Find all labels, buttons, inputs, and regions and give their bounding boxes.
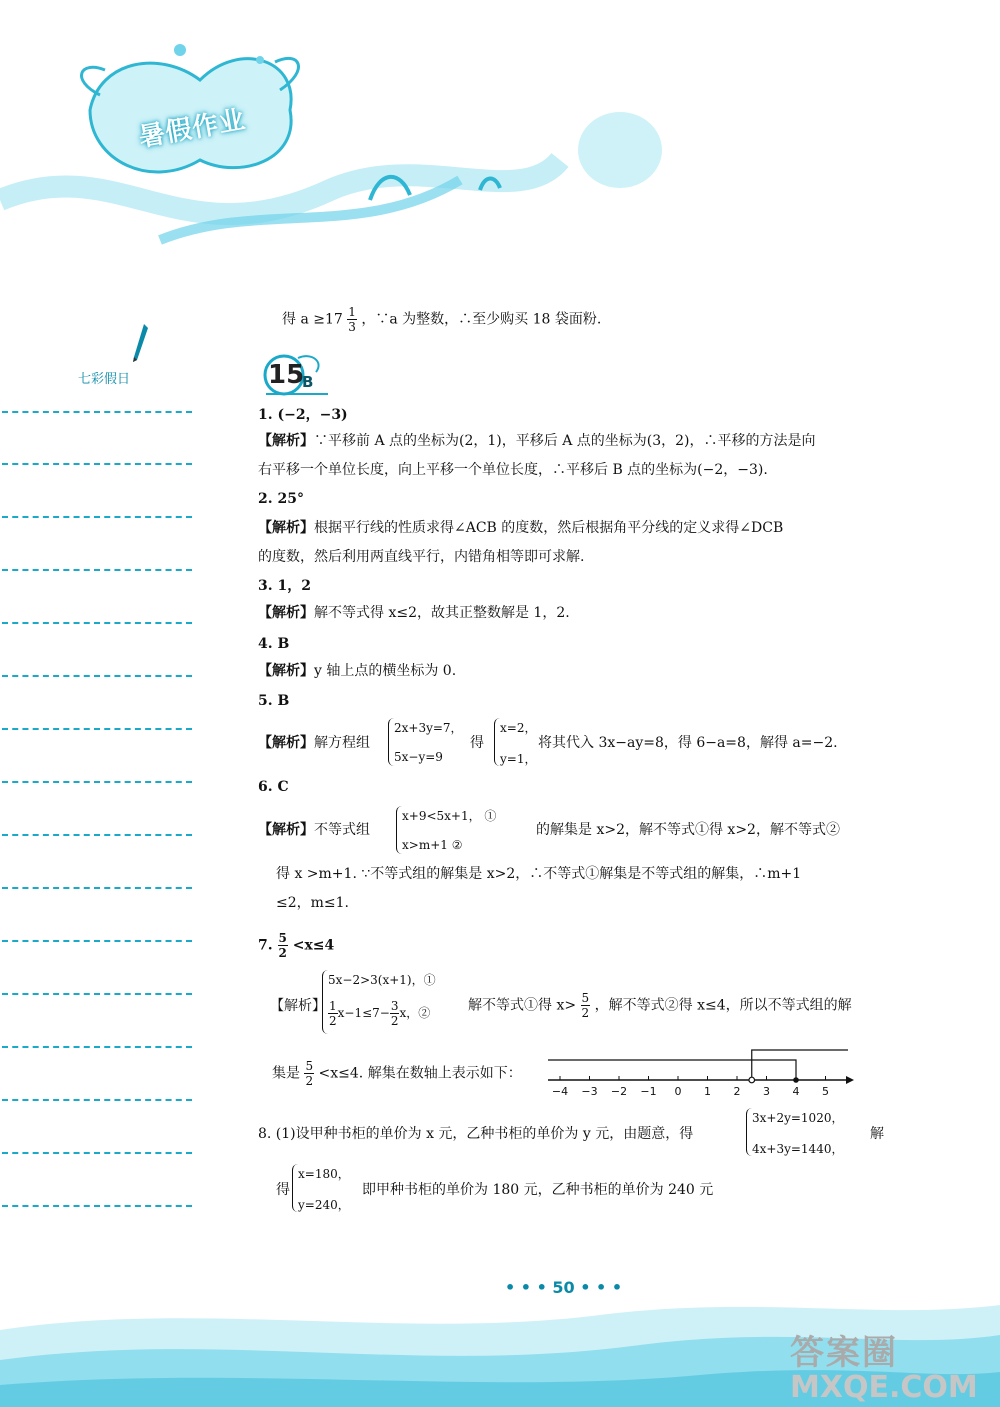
q8-line2-pre: 得 — [276, 1182, 290, 1198]
intro-suffix: ，∵a 为整数，∴至少购买 18 袋面粉. — [361, 311, 602, 328]
header-decoration — [0, 0, 700, 270]
q5-answer: 5. B — [258, 693, 290, 709]
q7-line2-pre: 集是 — [272, 1065, 300, 1082]
numerator: 5 — [305, 1059, 314, 1073]
q6-analysis-line3: ≤2，m≤1. — [276, 895, 350, 911]
intro-prefix: 得 a ≥17 — [282, 311, 343, 328]
note-line — [2, 1152, 192, 1154]
q5-mid: 得 — [470, 735, 484, 751]
q4-answer: 4. B — [258, 636, 290, 652]
q5-pre-text: 解方程组 — [314, 735, 370, 751]
q7-answer-prefix: 7. — [258, 937, 273, 954]
q6-pre-text: 不等式组 — [314, 822, 370, 838]
q7-line1 — [468, 992, 852, 1019]
analysis-tag: 【解析】 — [258, 605, 314, 621]
q5-eq2: 5x−y=9 — [394, 750, 443, 764]
numerator: 1 — [329, 999, 337, 1013]
q7-line1-mid: 解不等式①得 x> — [468, 997, 577, 1014]
analysis-tag: 【解析】 — [258, 822, 314, 838]
q6-answer: 6. C — [258, 779, 289, 795]
q8-line1-post: 解 — [870, 1126, 884, 1142]
q6-eq1: x+9<5x+1， ① — [402, 809, 497, 823]
section-number: 15 — [268, 360, 305, 390]
q6-analysis-line2: 得 x >m+1. ∵不等式组的解集是 x>2，∴不等式①解集是不等式组的解集，∴m+1 — [276, 866, 802, 882]
q5-eq1: 2x+3y=7， — [394, 721, 463, 735]
q8-sol1: x=180， — [298, 1167, 350, 1181]
section-letter: B — [302, 373, 314, 391]
header-badge-title: 暑假作业 — [136, 104, 249, 154]
note-line — [2, 569, 192, 571]
number-line-tick-label: 3 — [763, 1085, 770, 1098]
sidebar-label: 七彩假日 — [78, 372, 131, 387]
number-line-tick-label: 4 — [792, 1085, 800, 1098]
watermark-logo-text: 答案圈 — [790, 1333, 898, 1373]
note-line — [2, 781, 192, 783]
q5-analysis-pre — [258, 735, 370, 752]
q8-eq2: 4x+3y=1440， — [752, 1142, 844, 1156]
numerator: 1 — [348, 305, 356, 319]
q2-analysis-text: 根据平行线的性质求得∠ACB 的度数，然后根据角平分线的定义求得∠DCB — [314, 520, 784, 536]
q1-analysis-text: ∵平移前 A 点的坐标为(2，1)，平移后 A 点的坐标为(3，2)，∴平移的方法是向 — [314, 433, 816, 449]
number-line-arrow — [846, 1076, 854, 1084]
q3-answer: 3. 1，2 — [258, 578, 311, 594]
fraction — [347, 306, 357, 333]
number-line-tick-label: 1 — [704, 1085, 711, 1098]
number-line-tick-label: 2 — [733, 1085, 741, 1098]
q2-analysis-line2: 的度数，然后利用两直线平行，内错角相等即可求解. — [258, 549, 585, 565]
numerator: 5 — [278, 931, 287, 945]
q6-post: 的解集是 x>2，解不等式①得 x>2，解不等式② — [536, 822, 840, 838]
q8-line1-pre: 8. (1)设甲种书柜的单价为 x 元，乙种书柜的单价为 y 元，由题意，得 — [258, 1126, 694, 1142]
denominator: 2 — [305, 1074, 314, 1088]
closed-point — [793, 1077, 799, 1083]
q2-analysis-line1 — [258, 520, 783, 537]
note-line — [2, 1046, 192, 1048]
number-line — [548, 1040, 858, 1102]
numerator: 3 — [390, 999, 399, 1013]
note-line — [2, 1205, 192, 1207]
analysis-tag: 【解析】 — [258, 735, 314, 751]
q7-line2 — [272, 1060, 522, 1087]
note-line — [2, 887, 192, 889]
q3-analysis-text: 解不等式得 x≤2，故其正整数解是 1，2. — [314, 605, 570, 621]
analysis-tag: 【解析】 — [258, 663, 314, 679]
note-line — [2, 993, 192, 995]
q7-eq2-mid: x−1≤7− — [337, 1006, 390, 1020]
q7-answer-suffix: <x≤4 — [292, 937, 335, 954]
q8-eq1: 3x+2y=1020， — [752, 1111, 844, 1125]
q6-eq2: x>m+1 ② — [402, 838, 463, 852]
watermark-url: MXQE.COM — [790, 1370, 978, 1405]
fraction — [304, 1060, 314, 1087]
numerator: 5 — [581, 991, 590, 1005]
interval-bracket-open — [752, 1050, 848, 1078]
q3-analysis — [258, 605, 570, 622]
fraction — [278, 932, 288, 959]
pen-icon — [130, 322, 150, 366]
q8-sol2: y=240， — [298, 1198, 350, 1212]
q7-line1-end: ，解不等式②得 x≤4，所以不等式组的解 — [594, 997, 852, 1014]
number-line-tick-label: 5 — [822, 1085, 829, 1098]
analysis-tag: 【解析】 — [258, 520, 314, 536]
note-line — [2, 463, 192, 465]
q2-answer: 2. 25° — [258, 491, 304, 507]
interval-bracket-closed — [548, 1060, 796, 1078]
q7-answer — [258, 932, 334, 959]
q5-sol2: y=1， — [500, 752, 537, 766]
q5-sol1: x=2， — [500, 721, 537, 735]
q7-eq2 — [328, 1000, 430, 1027]
note-line — [2, 411, 192, 413]
denominator: 3 — [348, 320, 356, 334]
denominator: 2 — [278, 946, 287, 960]
q4-analysis-text: y 轴上点的横坐标为 0. — [314, 663, 457, 679]
intro-line — [282, 306, 601, 333]
q6-analysis-pre — [258, 822, 370, 839]
denominator: 2 — [329, 1014, 337, 1028]
number-line-tick-label: −1 — [640, 1085, 657, 1098]
analysis-tag: 【解析】 — [258, 433, 314, 449]
note-line — [2, 675, 192, 677]
number-line-tick-label: −2 — [610, 1085, 628, 1098]
number-line-tick-label: −4 — [551, 1085, 569, 1098]
note-line — [2, 622, 192, 624]
number-line-tick-label: 0 — [674, 1085, 682, 1098]
number-line-tick-label: −3 — [581, 1085, 598, 1098]
q1-answer: 1. (−2，−3) — [258, 407, 348, 423]
q5-post: 将其代入 3x−ay=8，得 6−a=8，解得 a=−2. — [538, 735, 838, 751]
note-line — [2, 940, 192, 942]
note-line — [2, 728, 192, 730]
note-line — [2, 834, 192, 836]
q4-analysis — [258, 663, 456, 680]
denominator: 2 — [581, 1006, 590, 1020]
watermark — [790, 1325, 978, 1405]
q1-analysis-line2: 右平移一个单位长度，向上平移一个单位长度，∴平移后 B 点的坐标为(−2，−3). — [258, 462, 768, 478]
q7-analysis-tag: 【解析】 — [270, 998, 326, 1014]
note-line — [2, 516, 192, 518]
q7-line2-end: <x≤4. 解集在数轴上表示如下： — [318, 1065, 522, 1082]
fraction — [581, 992, 591, 1019]
q8-line2-post: 即甲种书柜的单价为 180 元，乙种书柜的单价为 240 元 — [362, 1182, 714, 1198]
q7-eq1: 5x−2>3(x+1)，① — [328, 973, 436, 987]
open-point — [749, 1077, 755, 1083]
q1-analysis-line1 — [258, 433, 816, 450]
q7-eq2-end: x，② — [399, 1006, 431, 1020]
page-number: • • • 50 • • • — [505, 1278, 623, 1297]
note-line — [2, 1099, 192, 1101]
denominator: 2 — [390, 1014, 399, 1028]
fraction — [328, 1000, 338, 1027]
